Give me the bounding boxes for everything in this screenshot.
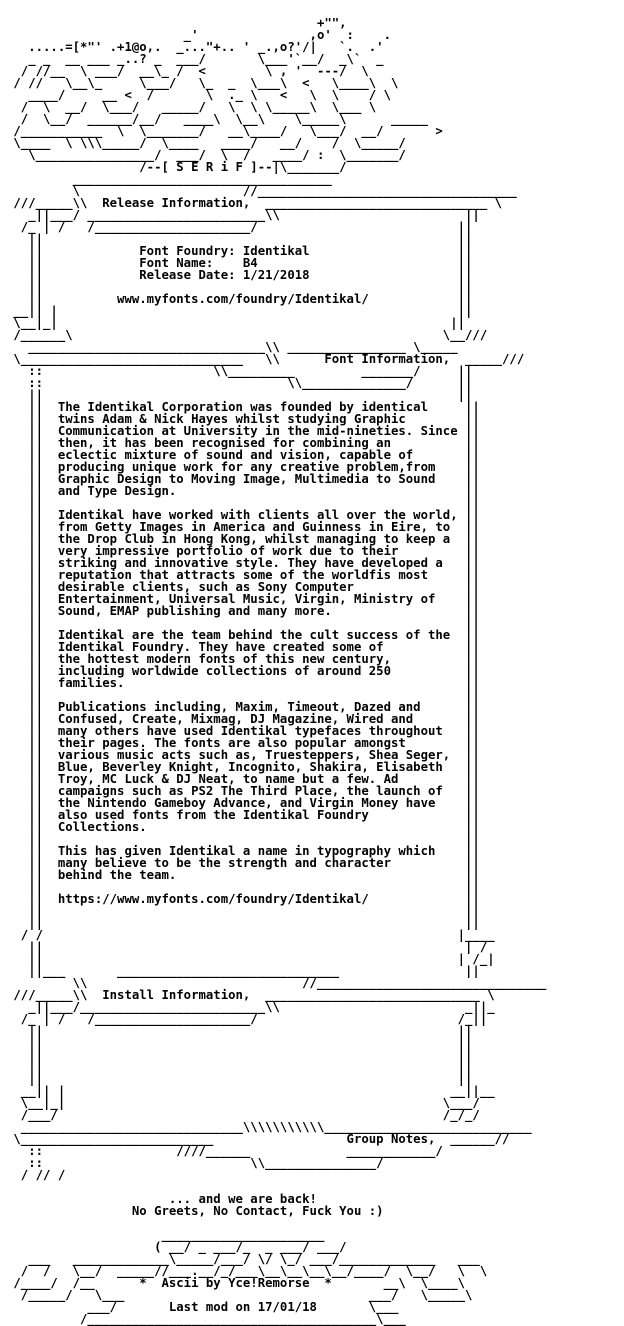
nfo-line: ___/ Last mod on 17/01/18 \___: [6, 1300, 399, 1314]
nfo-line: \__________________________ Group Notes, ______//: [6, 1132, 510, 1146]
nfo-line: || reputation that attracts some of the worldfis most ||: [6, 568, 480, 582]
nfo-line: _||___/_________________________\\ _||_: [6, 1000, 495, 1014]
nfo-line: || desirable clients, such as Sony Computer ||: [6, 580, 480, 594]
nfo-line: || striking and innovative style. They have developed a ||: [6, 556, 480, 570]
nfo-line: || ||: [6, 1060, 473, 1074]
nfo-line: /___/ /_/_/: [6, 1108, 480, 1122]
nfo-line: || behind the team. ||: [6, 868, 480, 882]
nfo-line: || ||: [6, 232, 473, 246]
nfo-line: /--[ S E R i F ]--|\_______/: [6, 160, 347, 174]
nfo-line: \____ \ \\\_____/ \____ ____/ __/ / \_____/: [6, 136, 406, 150]
nfo-line: || families. ||: [6, 676, 480, 690]
nfo-line: || various music acts such as, Truesteppers, Shea Seger, ||: [6, 748, 480, 762]
nfo-line: || and Type Design. ||: [6, 484, 480, 498]
nfo-line: _' ,o' : .: [6, 28, 391, 42]
nfo-line: || https://www.myfonts.com/foundry/Identikal/ ||: [6, 892, 480, 906]
nfo-line: No Greets, No Contact, Fuck You :): [6, 1204, 384, 1218]
nfo-line: _||___/ ________________________\\ ||: [6, 208, 480, 222]
nfo-line: +"",: [6, 16, 347, 30]
nfo-line: || ||: [6, 1048, 473, 1062]
nfo-line: || Identikal are the team behind the cult success of the ||: [6, 628, 480, 642]
nfo-line: ( __/ _ ___/_ _ ___/ ___/: [6, 1240, 347, 1254]
nfo-line: || many others have used Identikal typefaces throughout ||: [6, 724, 480, 738]
nfo-line: || also used fonts from the Identikal Foundry ||: [6, 808, 480, 822]
nfo-line: || Publications including, Maxim, Timeout, Dazed and ||: [6, 700, 480, 714]
nfo-line: || ||: [6, 916, 480, 930]
nfo-line: || Communication at University in the mid-nineties. Since ||: [6, 424, 480, 438]
nfo-line: || the hottest modern fonts of this new century, ||: [6, 652, 480, 666]
nfo-line: / \__/ ______/__/ ____\ \__\ \_____\ _____: [6, 112, 428, 126]
nfo-line: || Collections. ||: [6, 820, 480, 834]
nfo-line: / / |____: [6, 928, 495, 942]
nfo-line: || ||: [6, 280, 473, 294]
nfo-line: :: \\_________ _______/ ||: [6, 364, 473, 378]
nfo-line: /___________ \ \_______/ __\____/ \___/ __/ >: [6, 124, 443, 138]
nfo-line: || Troy, MC Luck & DJ Neat, to name but a few. Ad ||: [6, 772, 480, 786]
nfo-line: || Font Foundry: Identikal ||: [6, 244, 473, 258]
nfo-line: || Identikal Foundry. They have created some of ||: [6, 640, 480, 654]
nfo-line: / // \__\_ \___/ \_ _ \___\ < \____\ \: [6, 76, 399, 90]
nfo-line: || twins Adam & Nick Hayes whilst studying Graphic ||: [6, 412, 480, 426]
nfo-line: __|| | ||: [6, 304, 473, 318]
nfo-line: || many believe to be the strength and character ||: [6, 856, 480, 870]
nfo-line: __|| | __||__: [6, 1084, 495, 1098]
nfo-line: _ _ __ ___ _..? _ ___/ \___'`__/ _\` _: [6, 52, 384, 66]
nfo-line: || producing unique work for any creative problem,from ||: [6, 460, 480, 474]
nfo-line: / //__ \ ___/ __\_ / < \ , ' ---/ \: [6, 64, 369, 78]
nfo-line: || Font Name: B4 ||: [6, 256, 473, 270]
nfo-line: ___________________________________: [6, 172, 332, 186]
nfo-line: /_____/ \___ ___/ \_____\: [6, 1288, 473, 1302]
nfo-line: || ||: [6, 688, 480, 702]
nfo-line: || ||: [6, 1024, 473, 1038]
nfo-line: / // /: [6, 1168, 66, 1182]
nfo-line: || Identikal have worked with clients all over the world, ||: [6, 508, 480, 522]
nfo-line: :: \\_______________/: [6, 1156, 384, 1170]
nfo-line: || ||: [6, 1036, 473, 1050]
nfo-line: || the Drop Club in Hong Kong, whilst managing to keep a ||: [6, 532, 480, 546]
nfo-line: || then, it has been recognised for combining an ||: [6, 436, 480, 450]
nfo-line: || ||: [6, 880, 480, 894]
nfo-line: / / \__/ _____//___.__/_/___\__\__\__\__/____/ \__/ \ \: [6, 1264, 488, 1278]
nfo-line: || eclectic mixture of sound and vision, capable of ||: [6, 448, 480, 462]
nfo-line: ///_____\\ Install Information, _____________________________ \: [6, 988, 495, 1002]
nfo-line: || | /: [6, 940, 488, 954]
nfo-line: .....=[*"' .+1@o,. _..."+.. ' _.,o?'/| `. .': [6, 40, 384, 54]
nfo-line: /_ | / /_____________________/ /_||: [6, 1012, 488, 1026]
nfo-line: || ||: [6, 1072, 473, 1086]
nfo-line: || Confused, Create, Mixmag, DJ Magazine, Wired and ||: [6, 712, 480, 726]
nfo-line: || Entertainment, Universal Music, Virgin, Ministry of ||: [6, 592, 480, 606]
nfo-line: /_ | / /_____________________/ ||: [6, 220, 473, 234]
nfo-line: /______\ \__///: [6, 328, 488, 342]
nfo-line: :: \\______________/ ||: [6, 376, 473, 390]
nfo-line: || their pages. The fonts are also popular amongst ||: [6, 736, 480, 750]
nfo-line: ///_____\\ Release Information, ______________________________ \: [6, 196, 503, 210]
nfo-line: \__|_| ||: [6, 316, 466, 330]
nfo-line: ______________________________\\\\\\\\\\\____________________________: [6, 1120, 532, 1134]
nfo-line: || Graphic Design to Moving Image, Multimedia to Sound ||: [6, 472, 480, 486]
nfo-line: || www.myfonts.com/foundry/Identikal/ ||: [6, 292, 473, 306]
nfo-line: ________________________________\\ ________________ \_____: [6, 340, 458, 354]
nfo-line: :: ////______ ____________/: [6, 1144, 443, 1158]
nfo-line: || from Getty Images in America and Guinness in Eire, to ||: [6, 520, 480, 534]
nfo-line: \\ //_______________________________: [6, 976, 547, 990]
nfo-line: /_______________________________________\___: [6, 1312, 406, 1326]
nfo-line: ____/ __ < / \ ._ \ < \ \ / \: [6, 88, 391, 102]
nfo-line: || ||: [6, 616, 480, 630]
nfo-line: ||___ ______________________________ ||: [6, 964, 480, 978]
nfo-line: \ //___________________________________: [6, 184, 517, 198]
nfo-line: || This has given Identikal a name in typography which ||: [6, 844, 480, 858]
nfo-line: || ||: [6, 496, 480, 510]
nfo-line: || the Nintendo Gameboy Advance, and Virgin Money have ||: [6, 796, 480, 810]
nfo-line: || campaigns such as PS2 The Third Place, the launch of ||: [6, 784, 480, 798]
nfo-line: || ||: [6, 832, 480, 846]
nfo-line: || including worldwide collections of around 250 ||: [6, 664, 480, 678]
nfo-line: || | /_|: [6, 952, 495, 966]
nfo-line: || ||: [6, 388, 473, 402]
nfo-line: ______________________: [6, 1228, 325, 1242]
nfo-line: || Release Date: 1/21/2018 ||: [6, 268, 473, 282]
nfo-line: \__|_| \___/: [6, 1096, 480, 1110]
nfo-line: \________________/ ___/ \ / ____/ : \_______/: [6, 148, 414, 162]
nfo-line: ... and we are back!: [6, 1192, 317, 1206]
nfo-line: || Blue, Beverley Knight, Incognito, Shakira, Elisabeth ||: [6, 760, 480, 774]
nfo-line: / \ __/ \___/ _____/ \ \ \_____\ \___ \: [6, 100, 377, 114]
nfo-line: /____/ /__ * Ascii by Yce!Remorse * __\ \____\: [6, 1276, 466, 1290]
nfo-line: ___ _____________\_____/___/ \/ \_/ ___/_____________ ___: [6, 1252, 480, 1266]
nfo-ascii-document: [6, 16, 622, 1326]
nfo-line: \______________________________ \\ Font Information, _____///: [6, 352, 525, 366]
nfo-line: || ||: [6, 904, 480, 918]
nfo-line: || The Identikal Corporation was founded by identical ||: [6, 400, 480, 414]
nfo-line: || very impressive portfolio of work due to their ||: [6, 544, 480, 558]
nfo-line: || Sound, EMAP publishing and many more. ||: [6, 604, 480, 618]
